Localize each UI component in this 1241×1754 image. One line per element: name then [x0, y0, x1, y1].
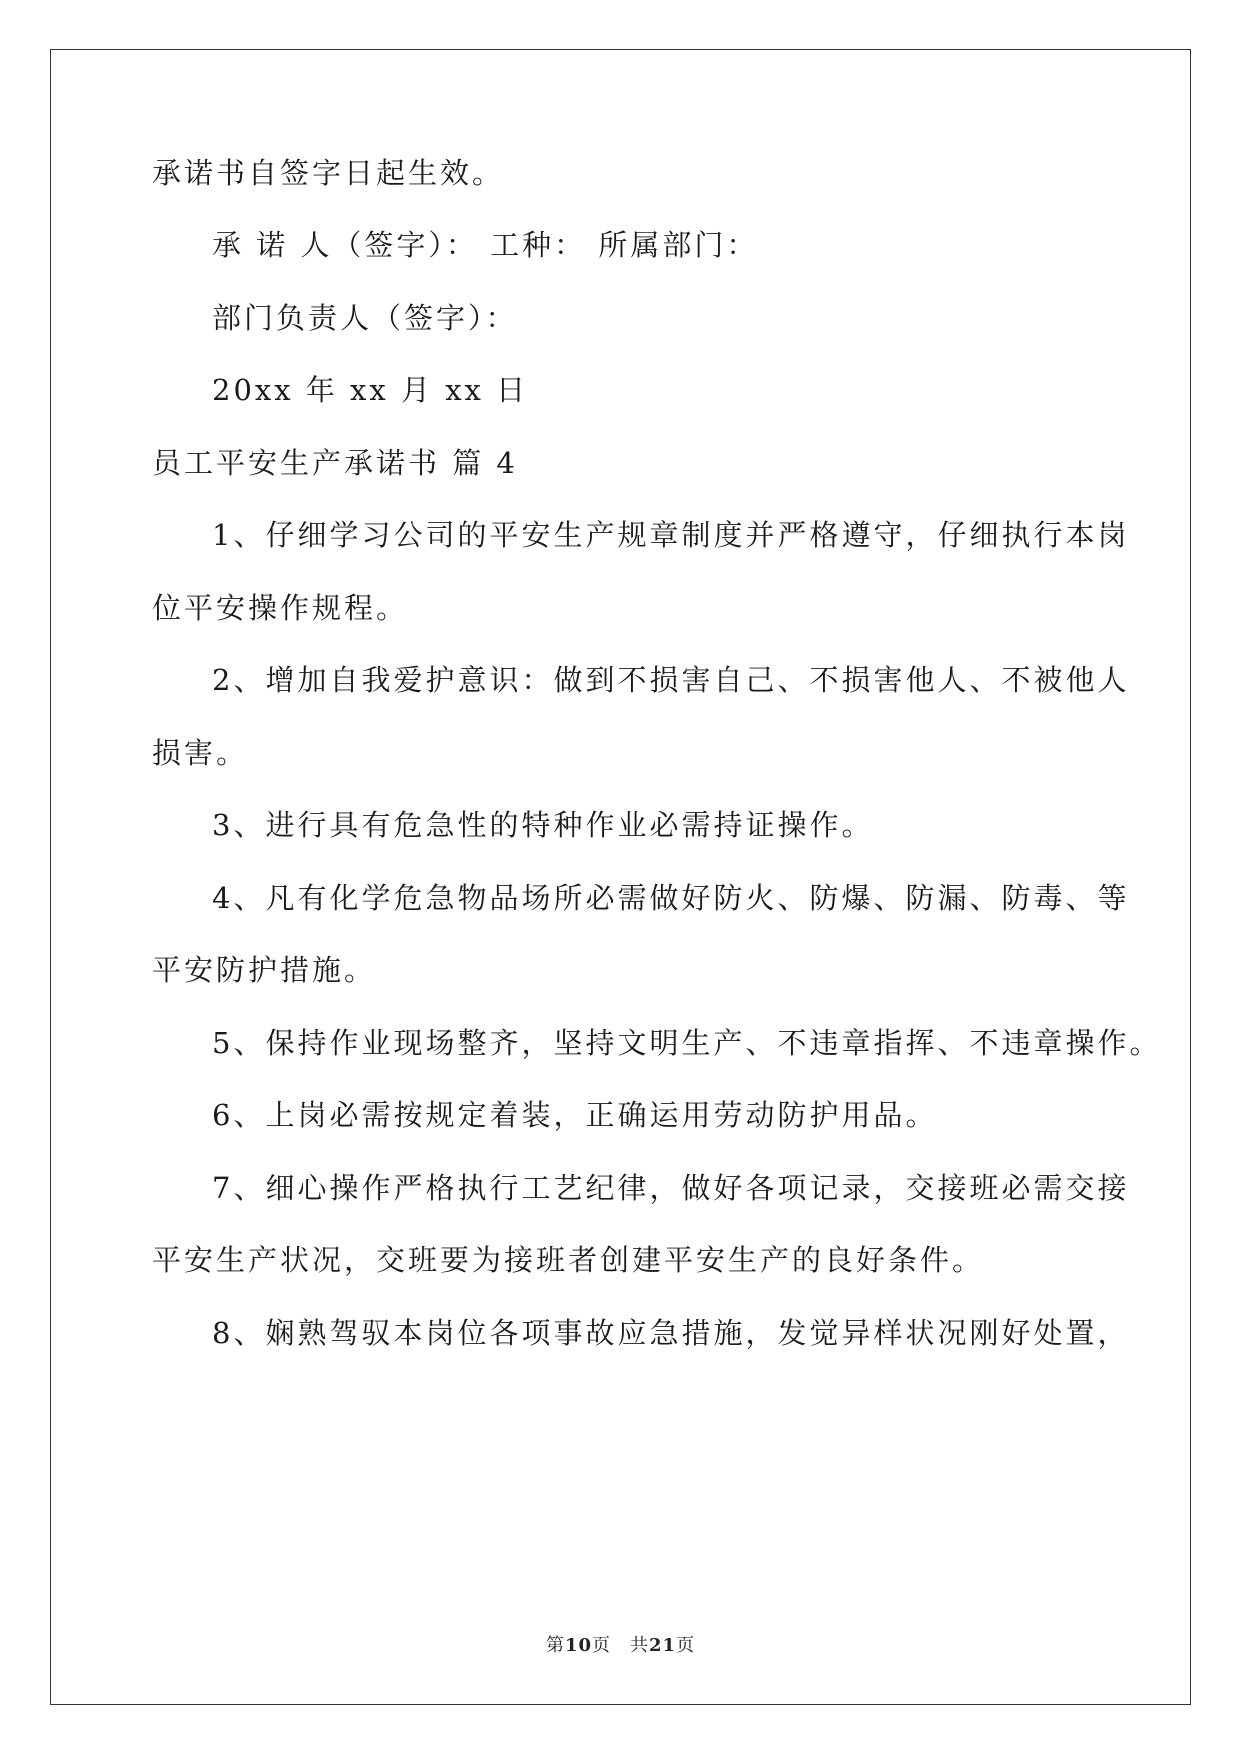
text-line-3: 部门负责人（签字）： — [212, 301, 518, 335]
text-line-7: 位平安操作规程。 — [152, 591, 409, 625]
text-line-16: 平安生产状况，交班要为接班者创建平安生产的良好条件。 — [152, 1243, 985, 1277]
footer-prefix: 第 — [545, 1635, 565, 1656]
text-line-6: 1、仔细学习公司的平安生产规章制度并严格遵守，仔细执行本岗 — [212, 518, 1130, 552]
text-line-1: 承诺书自签字日起生效。 — [152, 156, 505, 190]
text-line-4: 20xx 年 xx 月 xx 日 — [212, 373, 529, 407]
text-line-14: 6、上岗必需按规定着装，正确运用劳动防护用品。 — [212, 1098, 938, 1132]
text-line-8: 2、增加自我爱护意识：做到不损害自己、不损害他人、不被他人 — [212, 663, 1130, 697]
text-line-13: 5、保持作业现场整齐，坚持文明生产、不违章指挥、不违章操作。 — [212, 1026, 1162, 1060]
text-line-12: 平安防护措施。 — [152, 953, 377, 987]
page-border — [50, 49, 1191, 1705]
page-footer — [0, 1631, 1241, 1657]
footer-total-pages: 21 — [649, 1635, 677, 1656]
footer-current-page: 10 — [564, 1635, 592, 1656]
text-line-10: 3、进行具有危急性的特种作业必需持证操作。 — [212, 808, 874, 842]
text-line-2: 承 诺 人（签字）： 工种： 所属部门： — [212, 228, 759, 262]
section-heading: 员工平安生产承诺书 篇 4 — [152, 446, 518, 480]
text-line-15: 7、细心操作严格执行工艺纪律，做好各项记录，交接班必需交接 — [212, 1171, 1130, 1205]
text-line-9: 损害。 — [152, 736, 249, 770]
footer-mid: 页 共 — [592, 1635, 649, 1656]
footer-suffix: 页 — [676, 1635, 696, 1656]
text-line-17: 8、娴熟驾驭本岗位各项事故应急措施，发觉异样状况刚好处置， — [212, 1316, 1130, 1350]
text-line-11: 4、凡有化学危急物品场所必需做好防火、防爆、防漏、防毒、等 — [212, 881, 1130, 915]
